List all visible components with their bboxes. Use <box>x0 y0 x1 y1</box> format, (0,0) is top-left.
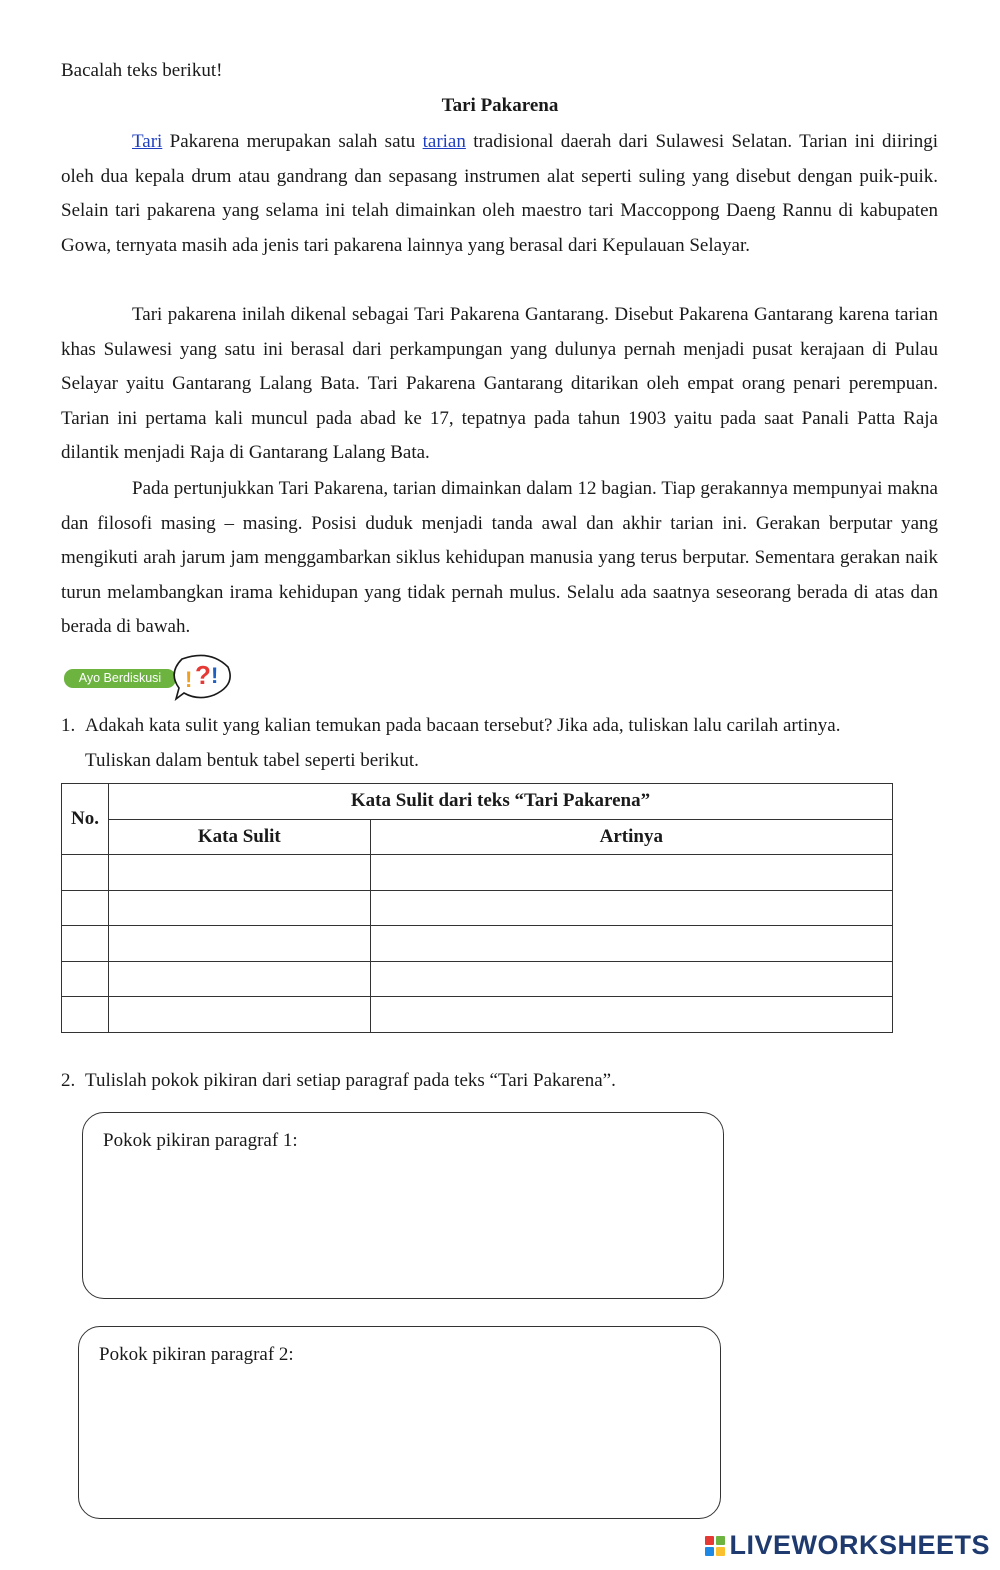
discussion-badge <box>64 653 234 701</box>
reading-title: Tari Pakarena <box>441 95 559 116</box>
table-cell[interactable] <box>370 890 892 926</box>
discussion-badge-label: Ayo Berdiskusi <box>64 669 176 688</box>
liveworksheets-logo[interactable] <box>705 1530 990 1561</box>
table-cell[interactable] <box>108 855 370 891</box>
table-cell[interactable] <box>108 890 370 926</box>
question-1-line-1: Adakah kata sulit yang kalian temukan pada bacaan tersebut? Jika ada, tuliskan lalu carilah artinya. <box>85 715 841 736</box>
table-cell[interactable] <box>108 926 370 962</box>
table-cell[interactable] <box>62 926 109 962</box>
column-header-meaning: Artinya <box>370 819 892 855</box>
question-1 <box>61 708 938 778</box>
paragraph-2: Tari pakarena inilah dikenal sebagai Tari Pakarena Gantarang. Disebut Pakarena Gantarang karena tarian khas Sulawesi yang satu ini berasal dari perkampungan yang dulunya pernah menjadi pusat kerajaan di Pulau Selayar yaitu Gantarang Lalang Bata. Tari Pakarena Gantarang ditarikan oleh empat orang penari perempuan. Tarian ini pertama kali muncul pada abad ke 17, tepatnya pada tahun 1903 yaitu pada saat Panali Patta Raja dilantik menjadi Raja di Gantarang Lalang Bata. <box>61 304 938 464</box>
table-row <box>62 926 893 962</box>
logo-square <box>716 1547 725 1556</box>
column-header-no: No. <box>62 784 109 855</box>
question-2-text: Tulislah pokok pikiran dari setiap paragraf pada teks “Tari Pakarena”. <box>85 1070 616 1091</box>
table-row <box>62 890 893 926</box>
svg-text:!: ! <box>185 667 193 692</box>
question-2-number: 2. <box>61 1070 76 1091</box>
table-cell[interactable] <box>370 961 892 997</box>
question-1-line-2: Tuliskan dalam bentuk tabel seperti berikut. <box>85 750 419 771</box>
answer-box-2-label: Pokok pikiran paragraf 2: <box>99 1344 294 1365</box>
answer-box-1-label: Pokok pikiran paragraf 1: <box>103 1130 298 1151</box>
logo-square <box>705 1547 714 1556</box>
badge-icon-text: !?! <box>170 653 172 654</box>
table-cell[interactable] <box>108 961 370 997</box>
question-1-number: 1. <box>61 715 76 736</box>
link-tarian[interactable]: tarian <box>422 131 466 152</box>
column-group-header: Kata Sulit dari teks “Tari Pakarena” <box>108 784 892 820</box>
column-header-word: Kata Sulit <box>108 819 370 855</box>
table-cell[interactable] <box>370 997 892 1033</box>
table-cell[interactable] <box>62 961 109 997</box>
table-row <box>62 855 893 891</box>
table-cell[interactable] <box>62 890 109 926</box>
svg-text:!: ! <box>211 663 219 688</box>
table-cell[interactable] <box>370 926 892 962</box>
paragraph-3: Pada pertunjukkan Tari Pakarena, tarian dimainkan dalam 12 bagian. Tiap gerakannya mempunyai makna dan filosofi masing – masing. Posisi duduk menjadi tanda awal dan akhir tarian ini. Gerakan berputar yang mengikuti arah jarum jam menggambarkan siklus kehidupan manusia yang terus berputar. Sementara gerakan naik turun melambangkan irama kehidupan yang tidak pernah mulus. Selalu ada saatnya seseorang berada di atas dan berada di bawah. <box>61 478 938 638</box>
question-2 <box>61 1063 938 1098</box>
link-tari[interactable]: Tari <box>132 131 163 152</box>
intro-instruction: Bacalah teks berikut! <box>61 60 223 81</box>
table-row <box>62 997 893 1033</box>
table-cell[interactable] <box>370 855 892 891</box>
paragraph-1-text-a: Pakarena merupakan salah satu <box>162 131 423 152</box>
table-row <box>62 961 893 997</box>
logo-text: LIVEWORKSHEETS <box>729 1530 990 1560</box>
logo-mark-icon <box>705 1536 725 1556</box>
table-cell[interactable] <box>62 997 109 1033</box>
paragraph-1 <box>61 125 938 263</box>
table-cell[interactable] <box>62 855 109 891</box>
answer-box-paragraph-1[interactable] <box>82 1112 724 1299</box>
paragraph-1-text-b: tradisional daerah dari Sulawesi Selatan. Tarian ini diiringi oleh dua kepala drum atau gandrang dan sepasang instrumen alat seperti suling yang disebut dengan puik-puik. Selain tari pakarena yang selama ini telah dimainkan oleh maestro tari Maccoppong Daeng Rannu di kabupaten Gowa, ternyata masih ada jenis tari pakarena lainnya yang berasal dari Kepulauan Selayar. <box>61 131 938 256</box>
logo-square <box>705 1536 714 1545</box>
logo-square <box>716 1536 725 1545</box>
difficult-words-table <box>61 783 893 1033</box>
svg-text:?: ? <box>195 660 211 690</box>
answer-box-paragraph-2[interactable] <box>78 1326 721 1519</box>
table-cell[interactable] <box>108 997 370 1033</box>
exclamation-question-icon <box>170 653 234 701</box>
